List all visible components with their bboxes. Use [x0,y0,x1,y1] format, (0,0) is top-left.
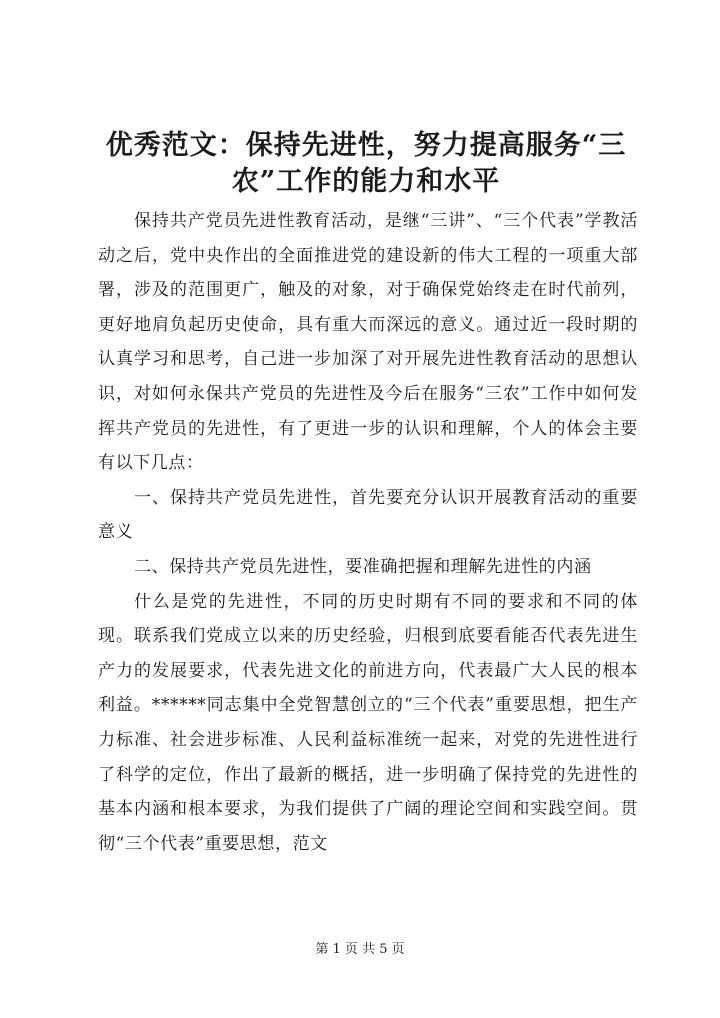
paragraph-heading-two: 二、保持共产党员先进性，要准确把握和理解先进性的内涵 [134,556,592,577]
document-title: 优秀范文：保持先进性，努力提高服务“三农”工作的能力和水平 [105,130,627,197]
paragraph-heading-one: 一、保持共产党员先进性，首先要充分认识开展教育活动的重要意义 [98,487,638,543]
page-number-footer: 第 1 页 共 5 页 [315,942,405,957]
paragraph-intro: 保持共产党员先进性教育活动，是继“三讲”、“三个代表”学教活动之后，党中央作出的全面推进党的建设新的伟大工程的一项重大部署，涉及的范围更广，触及的对象，对于确保党始终走在时代前列，更好地肩负起历史使命，具有重大而深远的意义。通过近一段时期的认真学习和思考，自己进一步加深了对开展先进性教育活动的思想认识，对如何永保共产党员的先进性及今后在服务“三农”工作中如何发挥共产党员的先进性，有了更进一步的认识和理解，个人的体会主要有以下几点： [98,211,638,474]
document-body [98,204,638,861]
paragraph-advancement: 什么是党的先进性，不同的历史时期有不同的要求和不同的体现。联系我们党成立以来的历史经验，归根到底要看能否代表先进生产力的发展要求，代表先进文化的前进方向，代表最广大人民的根本利益。******同志集中全党智慧创立的“三个代表”重要思想，把生产力标准、社会进步标准、人民利益标准统一起来，对党的先进性进行了科学的定位，作出了最新的概括，进一步明确了保持党的先进性的基本内涵和根本要求，为我们提供了广阔的理论空间和实践空间。贯彻“三个代表”重要思想，范文 [98,591,638,854]
